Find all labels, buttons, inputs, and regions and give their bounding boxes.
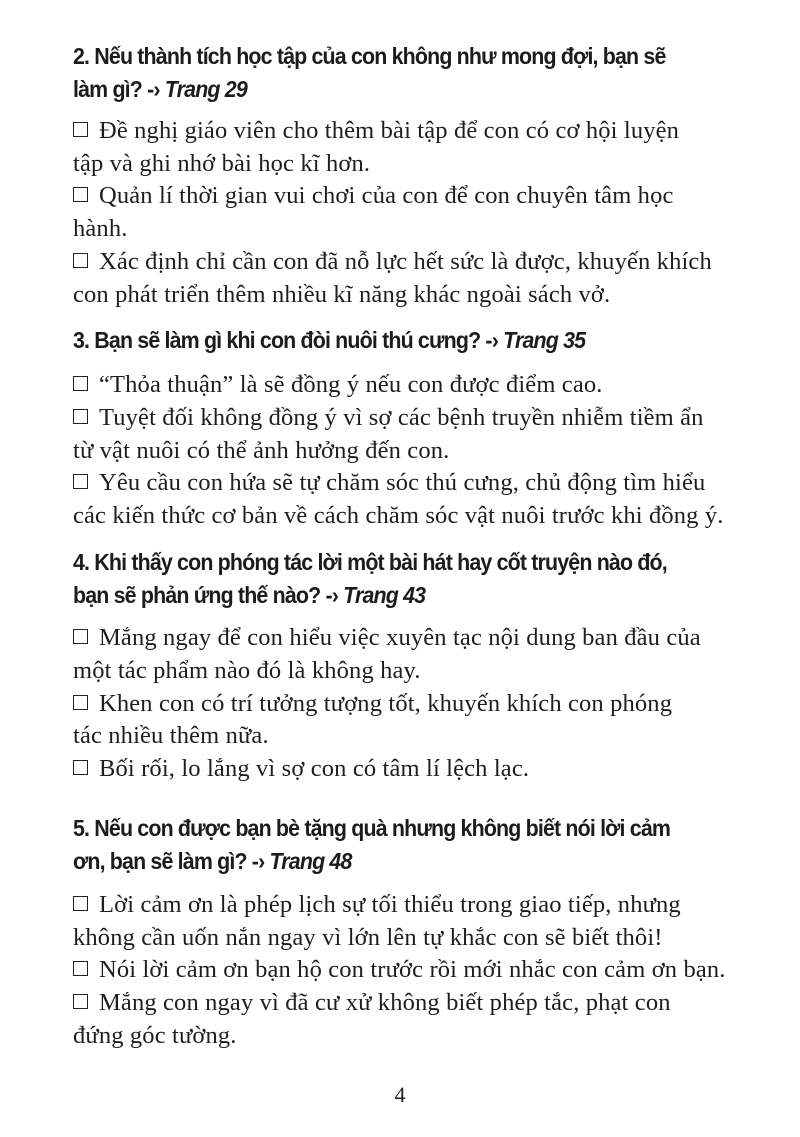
checkbox-icon[interactable] xyxy=(73,629,88,644)
checkbox-icon[interactable] xyxy=(73,409,88,424)
page-reference: Trang 48 xyxy=(269,848,352,874)
option-checkbox-row[interactable]: Quản lí thời gian vui chơi của con để con chuyên tâm học xyxy=(73,182,674,210)
question-heading: làm gì? -› Trang 29 xyxy=(73,76,247,102)
option-text: đứng góc tường. xyxy=(73,1022,237,1049)
option-checkbox-row[interactable]: Tuyệt đối không đồng ý vì sợ các bệnh truyền nhiễm tiềm ẩn xyxy=(73,404,704,432)
checkbox-icon[interactable] xyxy=(73,187,88,202)
option-text: tác nhiều thêm nữa. xyxy=(73,722,269,749)
option-checkbox-row[interactable]: Nói lời cảm ơn bạn hộ con trước rồi mới nhắc con cảm ơn bạn. xyxy=(73,956,726,984)
option-checkbox-row[interactable]: Xác định chỉ cần con đã nỗ lực hết sức là được, khuyến khích xyxy=(73,248,712,276)
option-checkbox-row[interactable]: Mắng con ngay vì đã cư xử không biết phép tắc, phạt con xyxy=(73,989,671,1017)
checkbox-icon[interactable] xyxy=(73,695,88,710)
option-text: tập và ghi nhớ bài học kĩ hơn. xyxy=(73,150,371,177)
option-text: con phát triển thêm nhiều kĩ năng khác ngoài sách vở. xyxy=(73,281,611,308)
question-heading: bạn sẽ phản ứng thế nào? -› Trang 43 xyxy=(73,582,426,608)
question-heading: 2. Nếu thành tích học tập của con không như mong đợi, bạn sẽ xyxy=(73,43,666,69)
page-reference: Trang 29 xyxy=(164,76,247,102)
option-text: các kiến thức cơ bản về cách chăm sóc vật nuôi trước khi đồng ý. xyxy=(73,502,724,529)
question-heading: 5. Nếu con được bạn bè tặng quà nhưng không biết nói lời cảm xyxy=(73,815,671,841)
option-checkbox-row[interactable]: Mắng ngay để con hiểu việc xuyên tạc nội dung ban đầu của xyxy=(73,624,701,652)
option-text: từ vật nuôi có thể ảnh hưởng đến con. xyxy=(73,437,450,464)
checkbox-icon[interactable] xyxy=(73,376,88,391)
option-checkbox-row[interactable]: Lời cảm ơn là phép lịch sự tối thiểu trong giao tiếp, nhưng xyxy=(73,891,681,919)
question-heading: ơn, bạn sẽ làm gì? -› Trang 48 xyxy=(73,848,352,874)
option-text: hành. xyxy=(73,215,128,242)
question-heading: 3. Bạn sẽ làm gì khi con đòi nuôi thú cưng? -› Trang 35 xyxy=(73,327,586,353)
option-checkbox-row[interactable]: Đề nghị giáo viên cho thêm bài tập để con có cơ hội luyện xyxy=(73,117,679,145)
option-text: không cần uốn nắn ngay vì lớn lên tự khắc con sẽ biết thôi! xyxy=(73,924,663,951)
option-checkbox-row[interactable]: Yêu cầu con hứa sẽ tự chăm sóc thú cưng, chủ động tìm hiểu xyxy=(73,469,705,497)
checkbox-icon[interactable] xyxy=(73,896,88,911)
checkbox-icon[interactable] xyxy=(73,994,88,1009)
checkbox-icon[interactable] xyxy=(73,474,88,489)
question-heading: 4. Khi thấy con phóng tác lời một bài hát hay cốt truyện nào đó, xyxy=(73,549,667,575)
option-checkbox-row[interactable]: Bối rối, lo lắng vì sợ con có tâm lí lệch lạc. xyxy=(73,755,529,783)
page-reference: Trang 35 xyxy=(503,327,586,353)
page-reference: Trang 43 xyxy=(343,582,426,608)
checkbox-icon[interactable] xyxy=(73,253,88,268)
checkbox-icon[interactable] xyxy=(73,760,88,775)
checkbox-icon[interactable] xyxy=(73,122,88,137)
option-text: một tác phẩm nào đó là không hay. xyxy=(73,657,421,684)
checkbox-icon[interactable] xyxy=(73,961,88,976)
page-number: 4 xyxy=(394,1082,406,1107)
option-checkbox-row[interactable]: “Thỏa thuận” là sẽ đồng ý nếu con được điểm cao. xyxy=(73,371,603,399)
option-checkbox-row[interactable]: Khen con có trí tưởng tượng tốt, khuyến khích con phóng xyxy=(73,690,672,718)
